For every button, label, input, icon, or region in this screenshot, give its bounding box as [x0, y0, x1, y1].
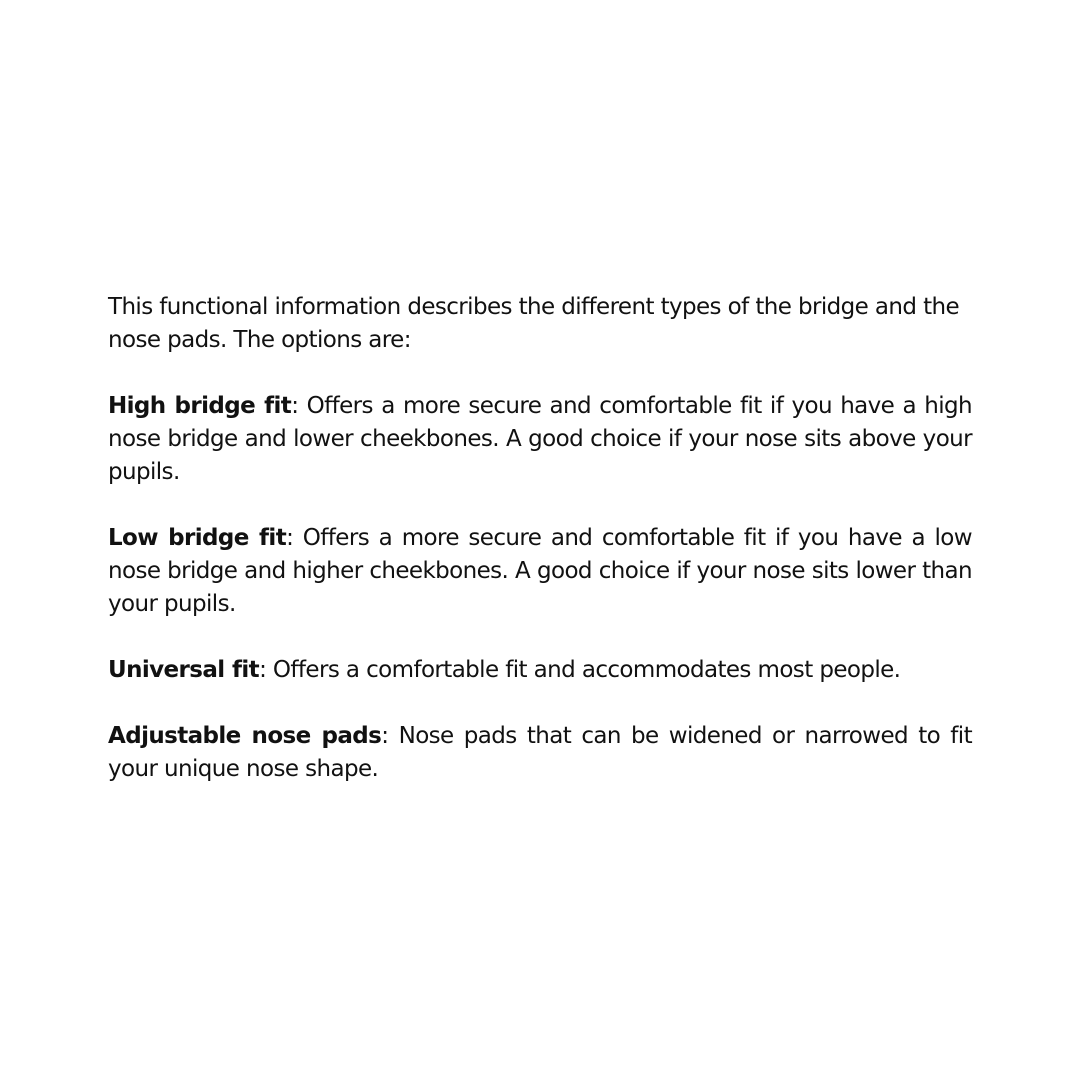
option-low-bridge-fit: [108, 522, 972, 621]
option-high-bridge-fit: [108, 390, 972, 489]
option-description: : Offers a more secure and comfortable fit if you have a high nose bridge and lower cheekbones. A good choice if your nose sits above your pupils.: [108, 393, 973, 485]
option-description: : Nose pads that can be widened or narrowed to fit your unique nose shape.: [108, 723, 973, 782]
option-description: : Offers a comfortable fit and accommodates most people.: [259, 657, 901, 683]
option-term: High bridge fit: [108, 393, 292, 419]
option-term: Adjustable nose pads: [108, 723, 382, 749]
intro-paragraph: This functional information describes the different types of the bridge and the nose pads. The options are:: [108, 294, 960, 353]
option-term: Low bridge fit: [108, 525, 287, 551]
option-term: Universal fit: [108, 657, 260, 683]
option-universal-fit: [108, 654, 972, 687]
document-body: [108, 291, 972, 819]
option-description: : Offers a more secure and comfortable fit if you have a low nose bridge and higher cheekbones. A good choice if your nose sits lower than your pupils.: [108, 525, 972, 617]
option-adjustable-nose-pads: [108, 720, 972, 786]
